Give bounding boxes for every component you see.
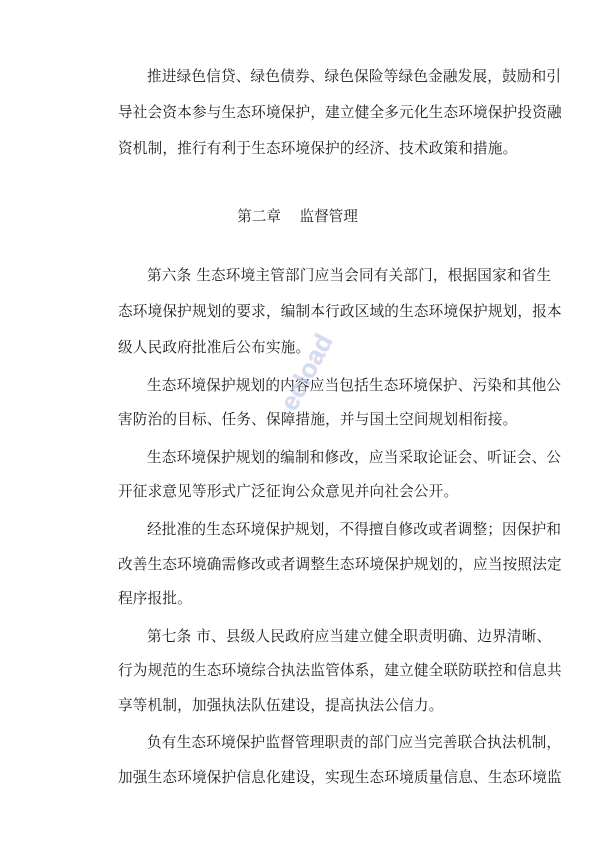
paragraph-1-line-1: 推进绿色信贷、绿色债券、绿色保险等绿色金融发展，鼓励和引 [147,68,562,85]
planning-content-line-1: 生态环境保护规划的内容应当包括生态环境保护、污染和其他公 [147,377,562,394]
watermark-text: ecload [273,328,339,416]
article-7-line-1: 第七条 市、县级人民政府应当建立健全职责明确、边界清晰、 [147,628,552,645]
planning-content-line-2: 害防治的目标、任务、保障措施，并与国土空间规划相衔接。 [118,411,518,428]
article-6-line-1: 第六条 生态环境主管部门应当会同有关部门，根据国家和省生 [147,267,552,284]
article-6-line-3: 级人民政府批准后公布实施。 [118,339,311,356]
paragraph-1-line-2: 导社会资本参与生态环境保护，建立健全多元化生态环境保护投资融 [118,104,562,121]
joint-enforcement-line-1: 负有生态环境保护监督管理职责的部门应当完善联合执法机制， [147,734,562,751]
paragraph-1-line-3: 资机制，推行有利于生态环境保护的经济、技术政策和措施。 [118,140,518,157]
planning-revision-line-1: 生态环境保护规划的编制和修改，应当采取论证会、听证会、公 [147,449,562,466]
article-6-line-2: 态环境保护规划的要求，编制本行政区域的生态环境保护规划，报本 [118,303,562,320]
joint-enforcement-line-2: 加强生态环境保护信息化建设，实现生态环境质量信息、生态环境监 [118,769,562,786]
planning-revision-line-2: 开征求意见等形式广泛征询公众意见并向社会公开。 [118,483,459,500]
planning-adjustment-line-2: 改善生态环境确需修改或者调整生态环境保护规划的，应当按照法定 [118,556,562,573]
chapter-heading: 第二章 监督管理 [237,208,358,225]
article-7-line-2: 行为规范的生态环境综合执法监管体系，建立健全联防联控和信息共 [118,662,562,679]
planning-adjustment-line-3: 程序报批。 [118,590,192,607]
planning-adjustment-line-1: 经批准的生态环境保护规划，不得擅自修改或者调整；因保护和 [147,521,562,538]
article-7-line-3: 享等机制，加强执法队伍建设，提高执法公信力。 [118,697,444,714]
